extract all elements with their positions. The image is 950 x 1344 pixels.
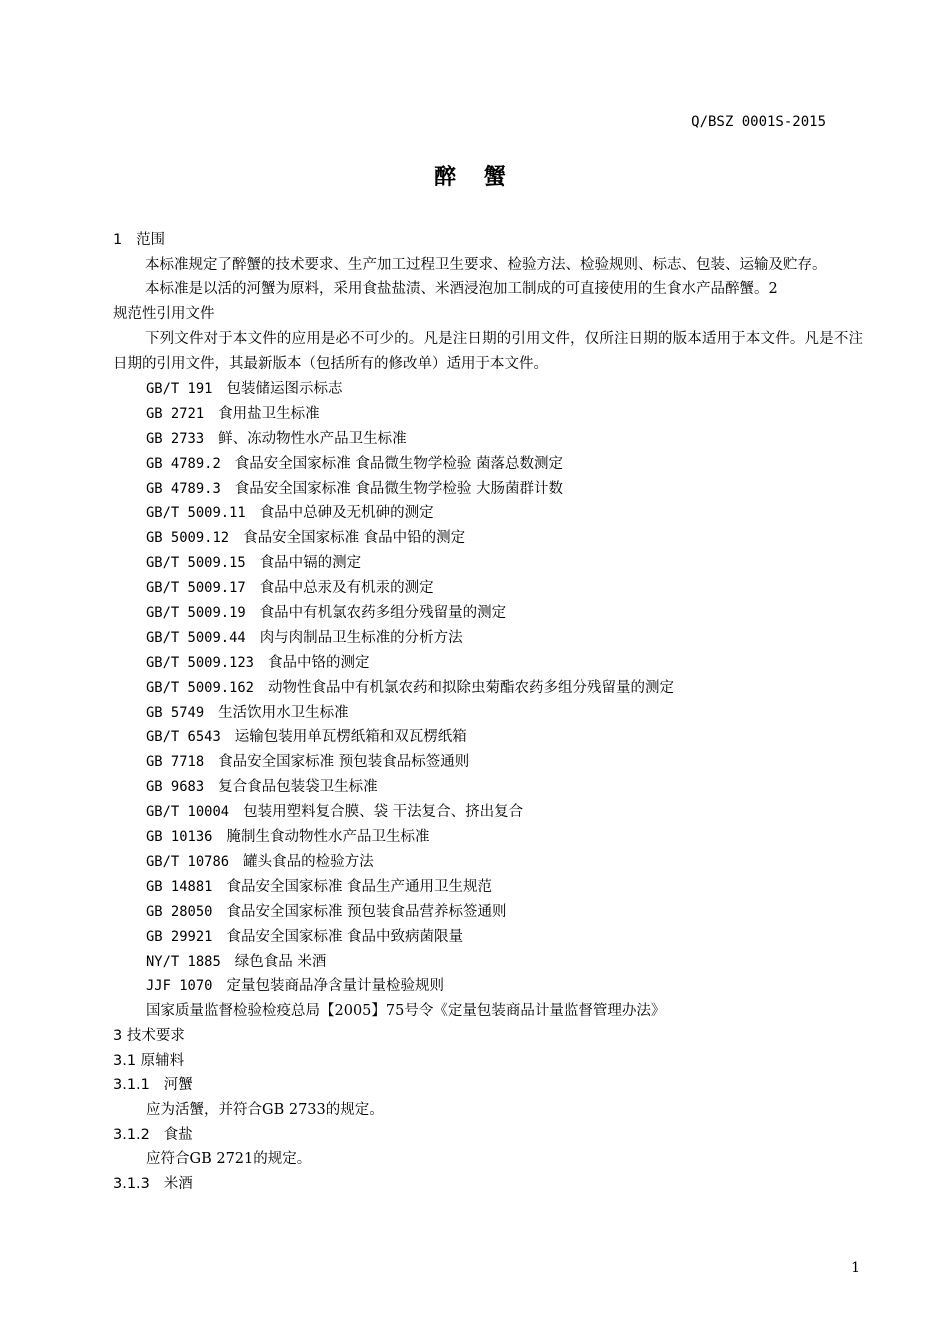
reference-item (113, 775, 863, 800)
reference-code: JJF 1070 (146, 978, 213, 995)
reference-title: 食品中总汞及有机汞的测定 (259, 580, 434, 597)
reference-title: 食用盐卫生标准 (218, 405, 320, 422)
reference-code: GB 5749 (146, 704, 205, 721)
reference-code: GB 4789.3 (146, 480, 221, 497)
section-1-number: 1 (113, 232, 123, 248)
reference-item (113, 402, 863, 427)
reference-title: 生活饮用水卫生标准 (218, 704, 349, 721)
reference-title: 食品中总砷及无机砷的测定 (259, 505, 434, 522)
reference-code: GB/T 6543 (146, 729, 221, 746)
reference-item (113, 850, 863, 875)
reference-title: 食品安全国家标准 食品微生物学检验 大肠菌群计数 (234, 480, 563, 497)
references-intro: 下列文件对于本文件的应用是必不可少的。凡是注日期的引用文件，仅所注日期的版本适用于本文件。凡是不注日期的引用文件，其最新版本（包括所有的修改单）适用于本文件。 (113, 331, 863, 373)
reference-code: GB/T 5009.11 (146, 505, 246, 522)
page-number: 1 (851, 1260, 860, 1276)
reference-code: GB 28050 (146, 903, 213, 920)
reference-item (113, 551, 863, 576)
reference-item (113, 651, 863, 676)
reference-title: 食品中镉的测定 (259, 555, 362, 572)
reference-regulation: 国家质量监督检验检疫总局【2005】75号令《定量包装商品计量监督管理办法》 (146, 1003, 666, 1020)
section-3-1-1-text: 应为活蟹，并符合GB 2733的规定。 (146, 1101, 384, 1118)
reference-title: 包装用塑料复合膜、袋 干法复合、挤出复合 (243, 804, 524, 821)
reference-title: 动物性食品中有机氯农药和拟除虫菊酯农药多组分残留量的测定 (267, 679, 674, 696)
reference-code: GB 29921 (146, 928, 213, 945)
section-3-1-3-title: 米酒 (163, 1175, 193, 1192)
section-1-title: 范围 (136, 232, 166, 248)
reference-item (113, 501, 863, 526)
section-3-1-2-number: 3.1.2 (113, 1126, 150, 1143)
section-3-1-1-title: 河蟹 (163, 1077, 193, 1094)
document-title: 醉 蟹 (434, 165, 516, 190)
reference-code: GB/T 191 (146, 381, 213, 398)
reference-item (113, 626, 863, 651)
reference-title: 运输包装用单瓦楞纸箱和双瓦楞纸箱 (234, 729, 467, 746)
reference-title: 定量包装商品净含量计量检验规则 (226, 978, 444, 995)
document-body (113, 228, 863, 1196)
reference-title: 食品安全国家标准 食品中铅的测定 (243, 530, 466, 547)
section-3-1-3-number: 3.1.3 (113, 1175, 150, 1192)
reference-item (113, 676, 863, 701)
section-3-1-2-text: 应符合GB 2721的规定。 (146, 1151, 312, 1168)
reference-item (113, 800, 863, 825)
reference-title: 食品安全国家标准 食品中致病菌限量 (226, 928, 464, 945)
reference-item (113, 925, 863, 950)
section-3-1-3-heading (113, 1172, 863, 1197)
reference-code: GB/T 5009.123 (146, 654, 254, 671)
standard-code: Q/BSZ 0001S-2015 (691, 114, 826, 130)
reference-code: NY/T 1885 (146, 953, 221, 970)
reference-item (113, 526, 863, 551)
reference-code: GB 10136 (146, 829, 213, 846)
reference-code: GB 5009.12 (146, 530, 230, 547)
reference-code: GB 9683 (146, 779, 205, 796)
reference-title: 食品安全国家标准 食品微生物学检验 菌落总数测定 (234, 455, 563, 472)
reference-title: 绿色食品 米酒 (234, 953, 327, 970)
reference-title: 包装储运图示标志 (226, 381, 343, 398)
reference-code: GB/T 10786 (146, 853, 230, 870)
reference-code: GB 7718 (146, 754, 205, 771)
reference-item (113, 875, 863, 900)
reference-code: GB 14881 (146, 878, 213, 895)
reference-item (113, 725, 863, 750)
reference-item (113, 900, 863, 925)
reference-code: GB/T 10004 (146, 804, 230, 821)
reference-item (113, 601, 863, 626)
reference-title: 食品安全国家标准 预包装食品标签通则 (218, 754, 470, 771)
scope-paragraph-2: 本标准是以活的河蟹为原料，采用食盐盐渍、米酒浸泡加工制成的可直接使用的生食水产品醉蟹。2 (145, 281, 778, 298)
reference-item (113, 377, 863, 402)
reference-item (113, 477, 863, 502)
reference-item (113, 750, 863, 775)
section-3-heading: 3 技术要求 (113, 1028, 185, 1045)
section-3-1-1-number: 3.1.1 (113, 1077, 150, 1094)
reference-code: GB/T 5009.162 (146, 679, 254, 696)
reference-title: 食品中有机氯农药多组分残留量的测定 (259, 605, 507, 622)
reference-code: GB/T 5009.15 (146, 555, 246, 572)
reference-title: 食品中铬的测定 (267, 654, 370, 671)
reference-code: GB 2721 (146, 405, 205, 422)
section-2-heading: 规范性引用文件 (113, 306, 215, 323)
reference-item (113, 452, 863, 477)
reference-item (113, 576, 863, 601)
reference-code: GB/T 5009.17 (146, 580, 246, 597)
reference-item (113, 950, 863, 975)
reference-code: GB/T 5009.44 (146, 629, 246, 646)
reference-code: GB/T 5009.19 (146, 605, 246, 622)
reference-item (113, 701, 863, 726)
reference-title: 肉与肉制品卫生标准的分析方法 (259, 629, 463, 646)
reference-list (113, 377, 863, 999)
section-3-1-1-heading (113, 1073, 863, 1098)
reference-title: 食品安全国家标准 食品生产通用卫生规范 (226, 878, 493, 895)
reference-title: 腌制生食动物性水产品卫生标准 (226, 829, 430, 846)
section-3-1-2-title: 食盐 (163, 1126, 193, 1143)
reference-title: 复合食品包装袋卫生标准 (218, 779, 378, 796)
reference-code: GB 2733 (146, 430, 205, 447)
reference-item (113, 427, 863, 452)
reference-item (113, 825, 863, 850)
section-3-1-2-heading (113, 1123, 863, 1148)
reference-title: 罐头食品的检验方法 (243, 853, 374, 870)
section-1-heading (113, 228, 863, 253)
reference-title: 食品安全国家标准 预包装食品营养标签通则 (226, 903, 507, 920)
reference-item (113, 974, 863, 999)
reference-code: GB 4789.2 (146, 455, 221, 472)
reference-title: 鲜、冻动物性水产品卫生标准 (218, 430, 407, 447)
scope-paragraph-1: 本标准规定了醉蟹的技术要求、生产加工过程卫生要求、检验方法、检验规则、标志、包装、运输及贮存。 (145, 256, 827, 273)
section-3-1-heading: 3.1 原辅料 (113, 1052, 185, 1069)
